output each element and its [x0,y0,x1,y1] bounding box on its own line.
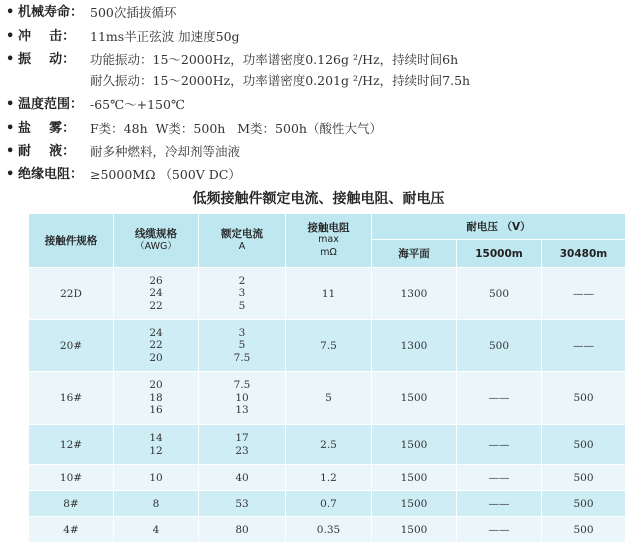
cell-wire-value: 18 [149,391,163,404]
cell-sea-level: 1500 [372,491,457,517]
cell-wire [114,372,199,425]
cell-sea-level: 1300 [372,320,457,372]
header-altitude-15000m: 15000m [457,240,542,268]
header-contact-resistance [286,214,372,268]
cell-altitude-30480m: —— [542,268,626,320]
spec-value: 11ms半正弦波 加速度50g [90,29,240,44]
spec-label: 盐 雾： [18,121,76,136]
cell-current: 40 [199,465,286,491]
bullet-icon: • [6,97,15,112]
spec-label: 机械寿命： [18,5,84,20]
cell-contact: 22D [29,268,114,320]
cell-altitude-30480m: 500 [542,517,626,543]
bullet-icon: • [6,52,15,67]
cell-altitude-30480m: 500 [542,465,626,491]
header-resistance-label: 接触电阻 [307,221,350,234]
cell-resistance: 11 [286,268,372,320]
cell-wire-value: 20 [149,379,163,392]
cell-current [199,320,286,372]
table-row [29,320,626,372]
cell-contact: 4# [29,517,114,543]
spec-value: 500次插拔循环 [90,5,177,20]
cell-contact: 8# [29,491,114,517]
cell-current-value: 3 [238,326,246,339]
table-row [29,268,626,320]
cell-altitude-15000m: —— [457,372,542,425]
table-row [29,517,626,543]
header-wire-label: 线缆规格 [135,228,177,240]
ratings-table [28,213,626,543]
cell-wire [114,268,199,320]
cell-resistance: 0.35 [286,517,372,543]
spec-label: 冲 击： [18,29,76,44]
cell-wire-value: 22 [149,339,163,352]
cell-current-value: 5 [238,299,246,312]
cell-wire-value: 14 [149,432,163,444]
cell-contact: 10# [29,465,114,491]
cell-wire-value: 24 [149,326,163,339]
cell-current: 53 [199,491,286,517]
cell-current-value: 5 [238,339,246,352]
table-title: 低频接触件额定电流、接触电阻、耐电压 [192,191,445,207]
cell-current-value: 7.5 [233,379,251,392]
cell-altitude-30480m: 500 [542,491,626,517]
cell-sea-level: 1500 [372,517,457,543]
cell-wire [114,320,199,372]
cell-altitude-15000m: —— [457,517,542,543]
header-wire-gauge [114,214,199,268]
table-row [29,372,626,425]
cell-contact: 16# [29,372,114,425]
header-sea-level: 海平面 [372,240,457,268]
cell-current [199,425,286,465]
table-row [29,425,626,465]
header-altitude-30480m: 30480m [542,240,626,268]
cell-resistance: 5 [286,372,372,425]
spec-label: 振 动： [18,52,76,67]
cell-resistance: 0.7 [286,491,372,517]
header-rated-current [199,214,286,268]
table-row [29,465,626,491]
cell-wire-value: 24 [149,287,163,300]
cell-contact: 20# [29,320,114,372]
cell-wire-value: 12 [149,444,163,457]
header-withstand-voltage: 耐电压 （V） [372,214,626,240]
spec-label: 耐 液： [18,144,76,159]
cell-sea-level: 1300 [372,268,457,320]
cell-current [199,268,286,320]
cell-current-value: 10 [235,391,249,404]
cell-resistance: 7.5 [286,320,372,372]
spec-value: ≥5000MΩ （500V DC） [90,167,241,182]
bullet-icon: • [6,121,15,136]
cell-altitude-30480m: 500 [542,372,626,425]
spec-value: F类：48h W类：500h M类：500h（酸性大气） [90,121,382,136]
header-current-label: 额定电流 [221,228,263,240]
cell-wire-value: 16 [149,404,163,417]
cell-current-value: 17 [235,432,249,444]
spec-value-endurance: 耐久振动：15～2000Hz，功率谱密度0.201g ²/Hz，持续时间7.5h [90,73,471,88]
cell-wire-value: 26 [149,274,163,287]
spec-value: -65℃～+150℃ [90,97,185,112]
cell-wire: 8 [114,491,199,517]
bullet-icon: • [6,29,15,44]
header-current-unit: A [238,240,246,252]
bullet-icon: • [6,5,15,20]
cell-resistance: 1.2 [286,465,372,491]
spec-label: 绝缘电阻： [18,167,84,182]
cell-current-value: 2 [238,274,246,287]
cell-wire: 4 [114,517,199,543]
cell-current-value: 7.5 [233,351,251,364]
cell-sea-level: 1500 [372,372,457,425]
cell-wire: 10 [114,465,199,491]
header-resistance-max: max [318,234,339,246]
cell-altitude-30480m: 500 [542,425,626,465]
cell-contact: 12# [29,425,114,465]
cell-wire-value: 22 [149,299,163,312]
cell-altitude-15000m: —— [457,465,542,491]
table-row [29,491,626,517]
cell-current-value: 23 [235,444,249,457]
header-contact-size: 接触件规格 [29,214,114,268]
cell-sea-level: 1500 [372,465,457,491]
spec-value: 耐多种燃料，冷却剂等油液 [90,144,241,159]
cell-altitude-15000m: 500 [457,320,542,372]
cell-current-value: 3 [238,287,246,300]
cell-altitude-30480m: —— [542,320,626,372]
cell-current [199,372,286,425]
cell-wire-value: 20 [149,351,163,364]
cell-resistance: 2.5 [286,425,372,465]
cell-sea-level: 1500 [372,425,457,465]
cell-altitude-15000m: —— [457,425,542,465]
bullet-icon: • [6,144,15,159]
header-wire-unit: （AWG） [135,240,177,252]
spec-value-functional: 功能振动：15～2000Hz，功率谱密度0.126g ²/Hz，持续时间6h [90,52,459,67]
cell-altitude-15000m: —— [457,491,542,517]
cell-current: 80 [199,517,286,543]
spec-label: 温度范围： [18,97,84,112]
bullet-icon: • [6,167,15,182]
cell-current-value: 13 [235,404,249,417]
cell-altitude-15000m: 500 [457,268,542,320]
cell-wire [114,425,199,465]
header-resistance-unit: mΩ [320,246,337,258]
